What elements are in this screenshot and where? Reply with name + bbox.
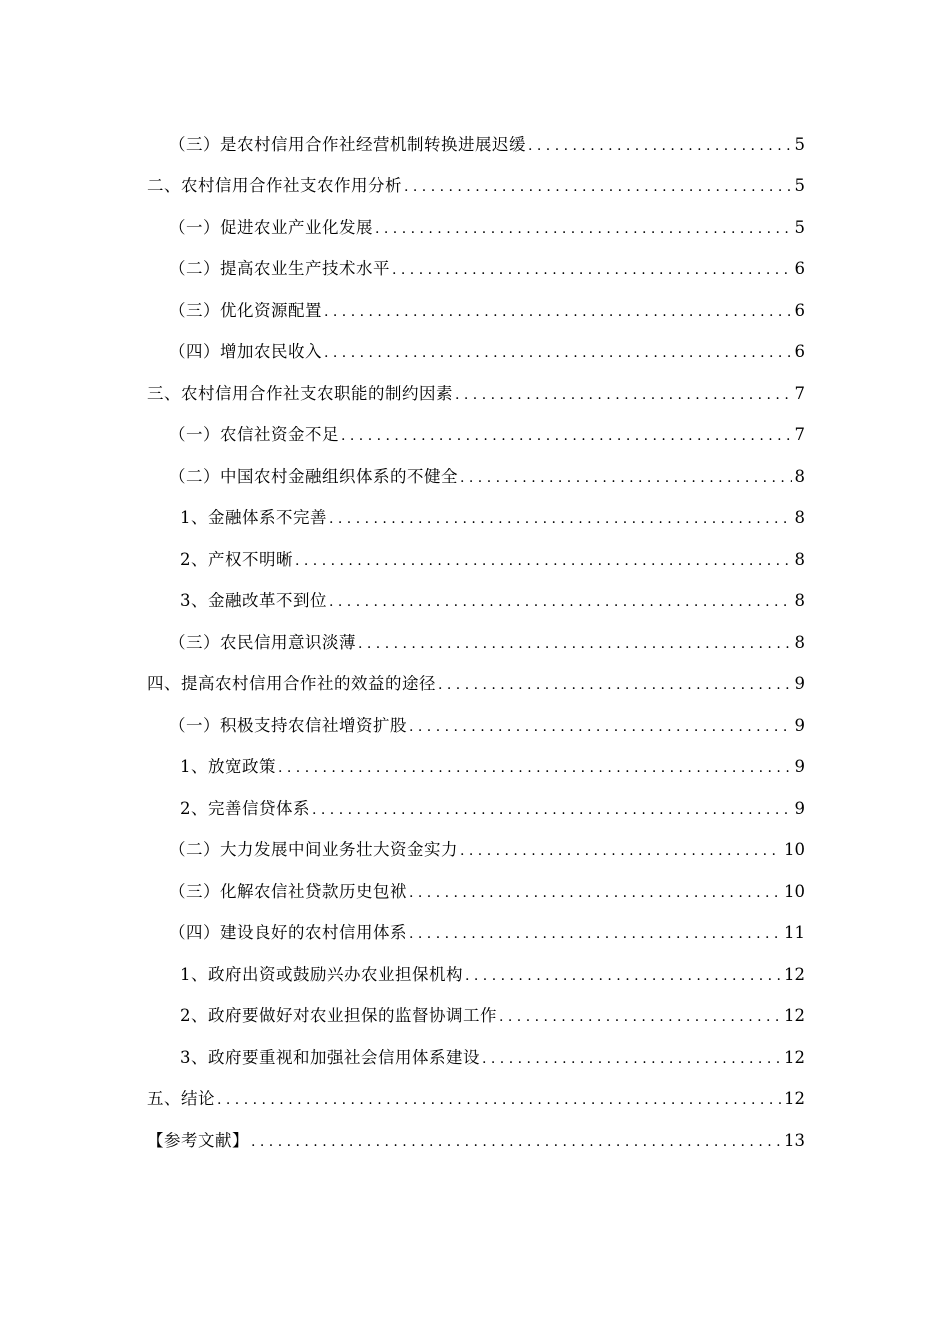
toc-entry-title: （一）积极支持农信社增资扩股 <box>169 715 407 735</box>
toc-entry[interactable] <box>147 581 805 623</box>
toc-dot-leader <box>358 634 792 654</box>
toc-entry-title: （三）是农村信用合作社经营机制转换进展迟缓 <box>169 134 526 154</box>
toc-dot-leader <box>329 509 792 529</box>
toc-dot-leader <box>404 177 792 197</box>
toc-entry-title: （四）增加农民收入 <box>169 342 322 362</box>
toc-page-number: 6 <box>794 300 805 320</box>
toc-entry[interactable] <box>147 830 805 872</box>
toc-dot-leader <box>278 758 792 778</box>
toc-dot-leader <box>312 800 792 820</box>
toc-page-number: 10 <box>784 881 805 901</box>
toc-entry-title: （二）中国农村金融组织体系的不健全 <box>169 466 458 486</box>
toc-entry[interactable] <box>147 373 805 415</box>
toc-page-number: 8 <box>794 632 805 652</box>
toc-page-number: 9 <box>794 757 805 777</box>
toc-entry-title: （三）农民信用意识淡薄 <box>169 632 356 652</box>
table-of-contents <box>147 124 805 1162</box>
toc-dot-leader <box>409 717 792 737</box>
toc-dot-leader <box>409 883 781 903</box>
toc-entry-title: （三）化解农信社贷款历史包袱 <box>169 881 407 901</box>
toc-page-number: 5 <box>794 134 805 154</box>
toc-dot-leader <box>217 1090 781 1110</box>
toc-dot-leader <box>341 426 792 446</box>
toc-entry-title: 三、农村信用合作社支农职能的制约因素 <box>147 383 453 403</box>
toc-entry-title: 2、产权不明晰 <box>180 549 293 569</box>
toc-entry[interactable] <box>147 871 805 913</box>
toc-entry-title: 1、政府出资或鼓励兴办农业担保机构 <box>180 964 463 984</box>
toc-dot-leader <box>499 1007 781 1027</box>
toc-entry[interactable] <box>147 664 805 706</box>
toc-entry-title: 1、金融体系不完善 <box>180 508 327 528</box>
toc-page-number: 5 <box>794 176 805 196</box>
toc-dot-leader <box>465 966 781 986</box>
toc-entry[interactable] <box>147 539 805 581</box>
toc-dot-leader <box>460 468 792 488</box>
toc-page-number: 12 <box>784 964 805 984</box>
toc-entry[interactable] <box>147 954 805 996</box>
toc-page-number: 8 <box>794 508 805 528</box>
toc-entry[interactable] <box>147 332 805 374</box>
toc-entry[interactable] <box>147 415 805 457</box>
toc-entry-title: （一）促进农业产业化发展 <box>169 217 373 237</box>
toc-entry[interactable] <box>147 705 805 747</box>
toc-page-number: 8 <box>794 466 805 486</box>
toc-dot-leader <box>324 302 792 322</box>
toc-page-number: 13 <box>784 1130 805 1150</box>
toc-page-number: 12 <box>784 1047 805 1067</box>
toc-page-number: 10 <box>784 840 805 860</box>
toc-page-number: 12 <box>784 1089 805 1109</box>
toc-entry-title: 二、农村信用合作社支农作用分析 <box>147 176 402 196</box>
toc-dot-leader <box>409 924 781 944</box>
toc-page-number: 11 <box>784 923 805 943</box>
toc-dot-leader <box>438 675 792 695</box>
toc-dot-leader <box>528 136 792 156</box>
toc-page-number: 6 <box>794 259 805 279</box>
toc-entry-title: 2、完善信贷体系 <box>180 798 310 818</box>
toc-entry-title: 2、政府要做好对农业担保的监督协调工作 <box>180 1006 497 1026</box>
toc-entry-title: 3、政府要重视和加强社会信用体系建设 <box>180 1047 480 1067</box>
toc-entry-title: 【参考文献】 <box>147 1130 249 1150</box>
toc-dot-leader <box>460 841 781 861</box>
toc-entry[interactable] <box>147 913 805 955</box>
toc-dot-leader <box>455 385 792 405</box>
toc-page-number: 5 <box>794 217 805 237</box>
toc-entry[interactable] <box>147 207 805 249</box>
toc-page-number: 7 <box>794 383 805 403</box>
toc-page-number: 9 <box>794 674 805 694</box>
toc-entry-title: （二）提高农业生产技术水平 <box>169 259 390 279</box>
toc-entry[interactable] <box>147 124 805 166</box>
toc-dot-leader <box>295 551 792 571</box>
toc-page-number: 8 <box>794 549 805 569</box>
toc-entry-title: 五、结论 <box>147 1089 215 1109</box>
toc-entry[interactable] <box>147 249 805 291</box>
toc-entry-title: 1、放宽政策 <box>180 757 276 777</box>
toc-entry-title: 3、金融改革不到位 <box>180 591 327 611</box>
toc-entry[interactable] <box>147 166 805 208</box>
toc-dot-leader <box>482 1049 781 1069</box>
toc-dot-leader <box>375 219 792 239</box>
toc-page-number: 9 <box>794 798 805 818</box>
toc-entry-title: 四、提高农村信用合作社的效益的途径 <box>147 674 436 694</box>
toc-page-number: 8 <box>794 591 805 611</box>
toc-entry[interactable] <box>147 290 805 332</box>
toc-entry[interactable] <box>147 1120 805 1162</box>
toc-entry[interactable] <box>147 1037 805 1079</box>
toc-entry[interactable] <box>147 498 805 540</box>
toc-entry[interactable] <box>147 622 805 664</box>
toc-page-number: 12 <box>784 1006 805 1026</box>
toc-entry[interactable] <box>147 1079 805 1121</box>
toc-page-number: 6 <box>794 342 805 362</box>
toc-entry-title: （三）优化资源配置 <box>169 300 322 320</box>
toc-dot-leader <box>392 260 792 280</box>
toc-entry[interactable] <box>147 456 805 498</box>
toc-entry[interactable] <box>147 747 805 789</box>
toc-entry-title: （四）建设良好的农村信用体系 <box>169 923 407 943</box>
toc-entry-title: （二）大力发展中间业务壮大资金实力 <box>169 840 458 860</box>
toc-dot-leader <box>324 343 792 363</box>
toc-entry-title: （一）农信社资金不足 <box>169 425 339 445</box>
toc-page-number: 9 <box>794 715 805 735</box>
toc-entry[interactable] <box>147 996 805 1038</box>
toc-dot-leader <box>329 592 792 612</box>
toc-entry[interactable] <box>147 788 805 830</box>
toc-dot-leader <box>251 1132 781 1152</box>
toc-page-number: 7 <box>794 425 805 445</box>
